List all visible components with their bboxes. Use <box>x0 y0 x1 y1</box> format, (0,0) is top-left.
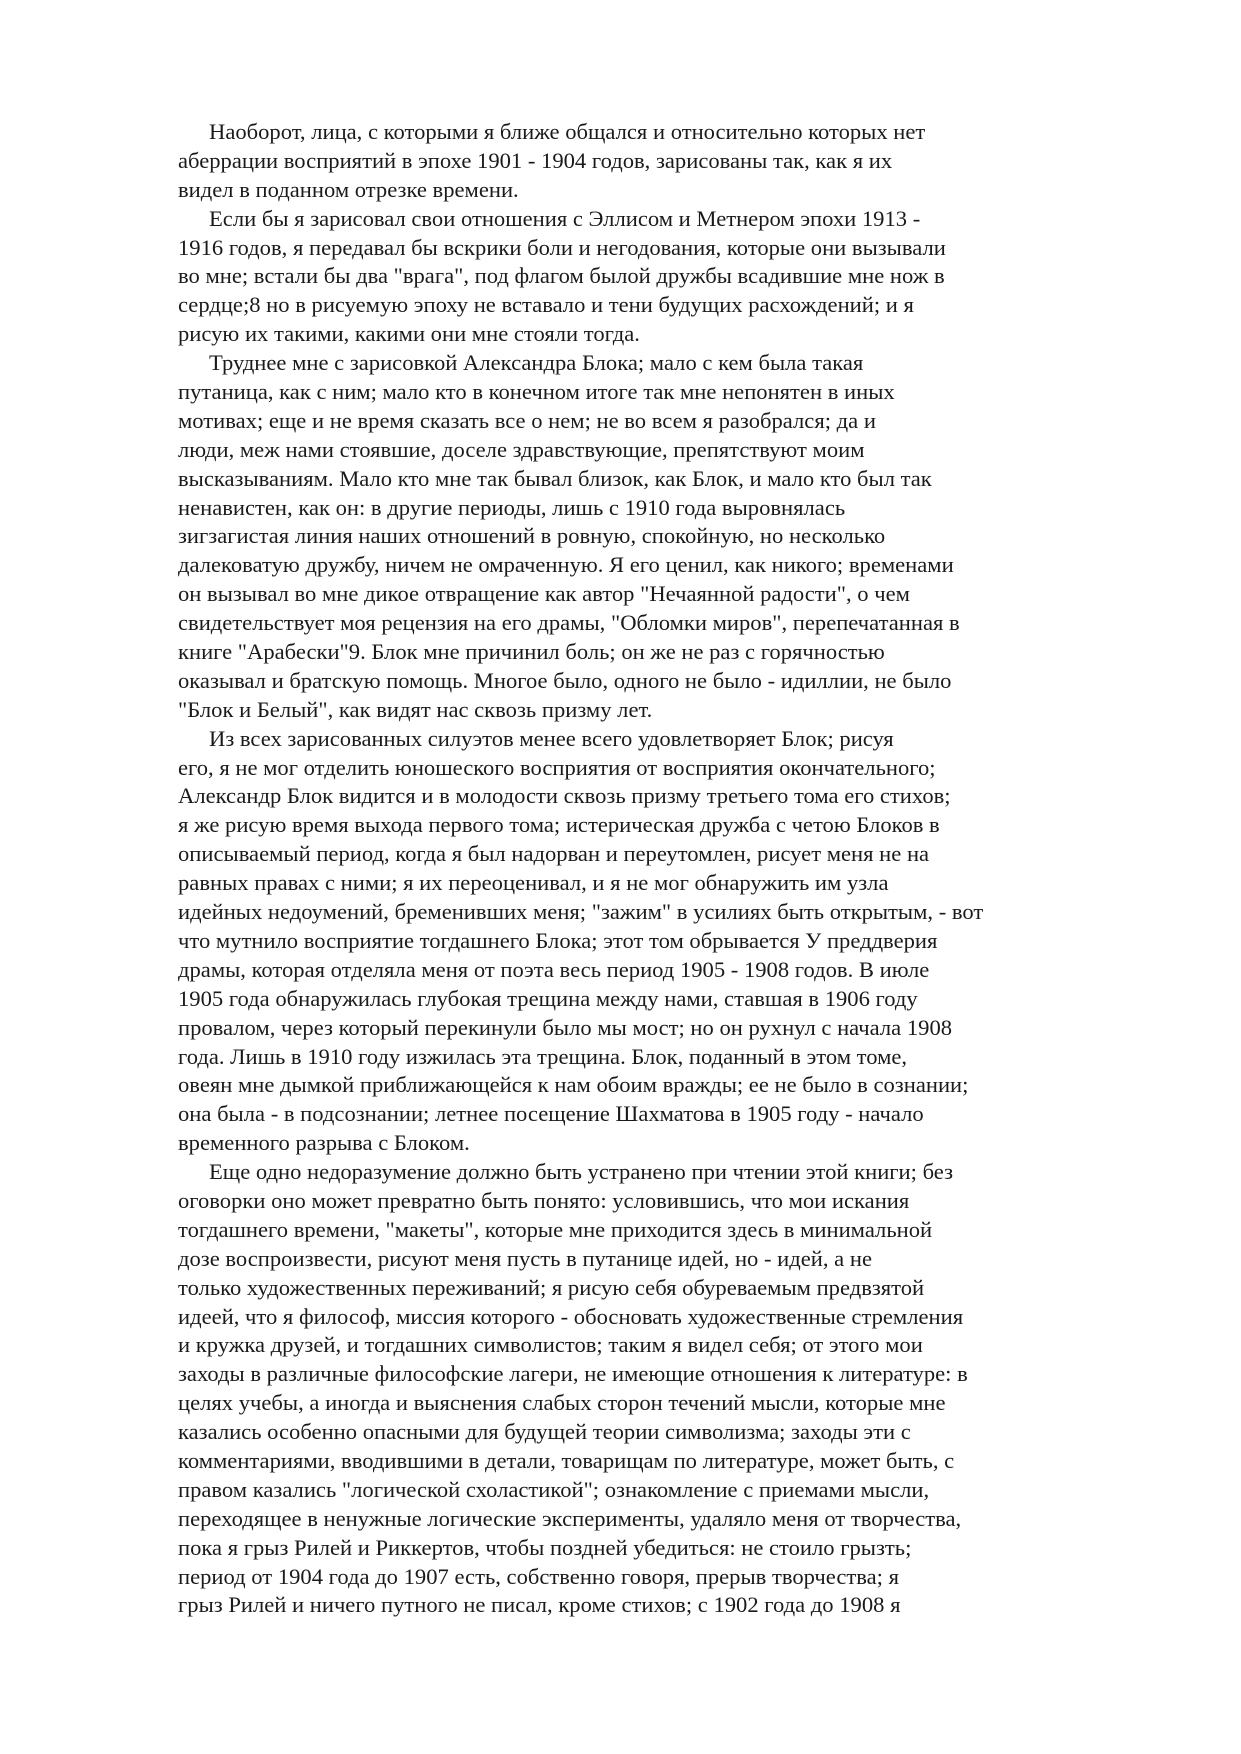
paragraph-first-line: Из всех зарисованных силуэтов менее всего удовлетворяет Блок; рисуя <box>209 725 894 751</box>
paragraph-first-line: Если бы я зарисовал свои отношения с Эллисом и Метнером эпохи 1913 - <box>209 205 921 231</box>
text-line: зигзагистая линия наших отношений в ровную, спокойную, но несколько <box>178 523 886 549</box>
text-line: заходы в различные философские лагери, не имеющие отношения к литературе: в <box>178 1361 968 1387</box>
text-line: идеей, что я философ, миссия которого - обосновать художественные стремления <box>178 1303 964 1329</box>
text-line: казались особенно опасными для будущей теории символизма; заходы эти с <box>178 1419 911 1445</box>
text-line: ненавистен, как он: в другие периоды, лишь с 1910 года выровнялась <box>178 494 846 520</box>
text-line: далековатую дружбу, ничем не омраченную. Я его ценил, как никого; временами <box>178 552 954 578</box>
text-line: высказываниям. Мало кто мне так бывал близок, как Блок, и мало кто был так <box>178 465 932 491</box>
paragraph-first-line: Наоборот, лица, с которыми я ближе общался и относительно которых нет <box>209 119 926 144</box>
text-line: тогдашнего времени, "макеты", которые мне приходится здесь в минимальной <box>178 1216 933 1242</box>
text-line: видел в поданном отрезке времени. <box>178 176 519 202</box>
text-line: пока я грыз Рилей и Риккертов, чтобы поздней убедиться: не стоило грызть; <box>178 1534 912 1560</box>
text-line: года. Лишь в 1910 году изжилась эта трещина. Блок, поданный в этом томе, <box>178 1043 908 1069</box>
text-line: оговорки оно может превратно быть понято: условившись, что мои искания <box>178 1187 910 1213</box>
text-line: дозе воспроизвести, рисуют меня пусть в путанице идей, но - идей, а не <box>178 1245 872 1271</box>
text-line: только художественных переживаний; я рисую себя обуреваемым предвзятой <box>178 1274 925 1300</box>
text-line: временного разрыва с Блоком. <box>178 1130 470 1156</box>
text-line: комментариями, вводившими в детали, товарищам по литературе, может быть, с <box>178 1447 955 1473</box>
text-line: "Блок и Белый", как видят нас сквозь призму лет. <box>178 696 653 722</box>
text-line: мотивах; еще и не время сказать все о нем; не во всем я разобрался; да и <box>178 407 876 433</box>
text-line: овеян мне дымкой приближающейся к нам обоим вражды; ее не было в сознании; <box>178 1072 969 1098</box>
text-line: путаница, как с ним; мало кто в конечном итоге так мне непонятен в иных <box>178 379 895 405</box>
text-line: оказывал и братскую помощь. Многое было, одного не было - идиллии, не было <box>178 667 952 693</box>
text-line: свидетельствует моя рецензия на его драмы, "Обломки миров", перепечатанная в <box>178 610 960 636</box>
text-line: переходящее в ненужные логические эксперименты, удаляло меня от творчества, <box>178 1505 962 1531</box>
text-line: во мне; встали бы два "врага", под флагом былой дружбы всадившие мне нож в <box>178 263 945 289</box>
text-line: рисую их такими, какими они мне стояли тогда. <box>178 321 640 347</box>
text-line: книге "Арабески"9. Блок мне причинил боль; он же не раз с горячностью <box>178 639 885 665</box>
text-line: он вызывал во мне дикое отвращение как автор "Нечаянной радости", о чем <box>178 581 910 607</box>
text-line: его, я не мог отделить юношеского восприятия от восприятия окончательного; <box>178 754 936 780</box>
text-line: и кружка друзей, и тогдашних символистов; таким я видел себя; от этого мои <box>178 1332 923 1358</box>
text-line: я же рисую время выхода первого тома; истерическая дружба с четою Блоков в <box>178 812 940 838</box>
text-line: равных правах с ними; я их переоценивал, и я не мог обнаружить им узла <box>178 870 889 896</box>
text-line: что мутнило восприятие тогдашнего Блока; этот том обрывается У преддверия <box>178 927 938 953</box>
text-line: Александр Блок видится и в молодости сквозь призму третьего тома его стихов; <box>178 783 951 809</box>
text-line: драмы, которая отделяла меня от поэта весь период 1905 - 1908 годов. В июле <box>178 956 930 982</box>
text-line: люди, меж нами стоявшие, доселе здравствующие, препятствуют моим <box>178 436 865 462</box>
text-line: период от 1904 года до 1907 есть, собственно говоря, прерыв творчества; я <box>178 1563 899 1589</box>
text-line: грыз Рилей и ничего путного не писал, кроме стихов; с 1902 года до 1908 я <box>178 1592 901 1618</box>
text-line: сердце;8 но в рисуемую эпоху не вставало и тени будущих расхождений; и я <box>178 292 914 318</box>
paragraph-first-line: Труднее мне с зарисовкой Александра Блока; мало с кем была такая <box>209 350 864 376</box>
text-line: 1916 годов, я передавал бы вскрики боли и негодования, которые они вызывали <box>178 234 946 260</box>
text-line: идейных недоумений, бременивших меня; "зажим" в усилиях быть открытым, - вот <box>178 899 984 925</box>
text-line: она была - в подсознании; летнее посещение Шахматова в 1905 году - начало <box>178 1101 924 1127</box>
text-line: 1905 года обнаружилась глубокая трещина между нами, ставшая в 1906 году <box>178 985 918 1011</box>
text-line: провалом, через который перекинули было мы мост; но он рухнул с начала 1908 <box>178 1014 953 1040</box>
body-text <box>178 118 1070 1620</box>
text-line: аберрации восприятий в эпохе 1901 - 1904 годов, зарисованы так, как я их <box>178 147 893 173</box>
text-line: целях учебы, а иногда и выяснения слабых сторон течений мысли, которые мне <box>178 1390 946 1416</box>
text-line: описываемый период, когда я был надорван и переутомлен, рисует меня не на <box>178 841 930 867</box>
text-line: правом казались "логической схоластикой"; ознакомление с приемами мысли, <box>178 1476 930 1502</box>
paragraph-first-line: Еще одно недоразумение должно быть устранено при чтении этой книги; без <box>209 1159 953 1185</box>
